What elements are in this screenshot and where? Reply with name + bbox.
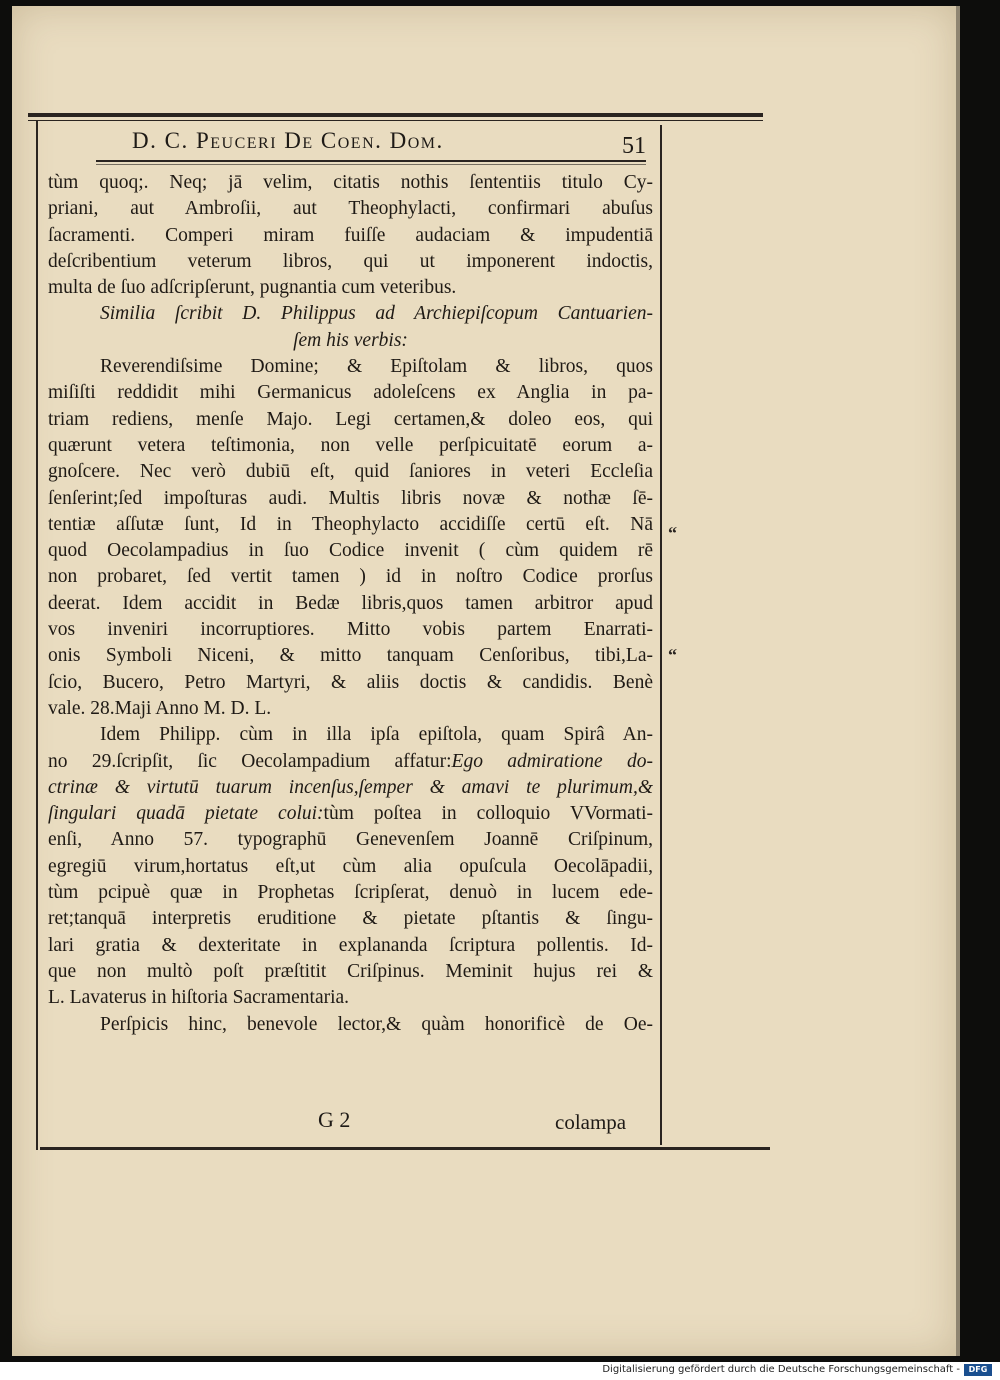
citation-intro-line: ſem his verbis:: [293, 329, 408, 351]
header-rule-secondary: [96, 164, 646, 165]
text-line: que non multò poſt præſtitit Criſpinus. Meminit hujus rei &: [48, 960, 653, 982]
body-text: [48, 170, 653, 1038]
text-line: tùm quoq;. Neq; jā velim, citatis nothis ſententiis titulo Cy-: [48, 172, 653, 193]
left-border-rule: [36, 120, 38, 1150]
top-border-rule: [28, 113, 763, 117]
text-line: ſcio, Bucero, Petro Martyri, & aliis doctis & candidis. Benè: [48, 671, 653, 693]
text-line: multa de ſuo adſcripſerunt, pugnantia cum veteribus.: [48, 277, 457, 299]
text-line: ſacramenti. Comperi miram fuiſſe audaciam & impudentiā: [48, 224, 653, 246]
top-border-rule-thin: [28, 120, 763, 121]
footer-credit: Digitalisierung gefördert durch die Deutsche Forschungsgemeinschaft -: [602, 1364, 960, 1375]
margin-quote-mark: “: [668, 645, 677, 665]
text-italic-quote: ſingulari quadā pietate colui:: [48, 803, 324, 825]
text-line: tentiæ aſſutæ ſunt, Id in Theophylacto accidiſſe certū eſt. Nā: [48, 513, 653, 535]
running-head: D. C. Peuceri De Coen. Dom.: [132, 128, 444, 153]
text-line: ret;tanquā interpretis eruditione & pietate pſtantis & ſingu-: [48, 908, 653, 930]
text-line: egregiū virum,hortatus eſt,ut cùm alia opuſcula Oecolāpadii,: [48, 855, 653, 877]
text-line: quod Oecolampadius in ſuo Codice invenit ( cùm quidem rē: [48, 540, 653, 562]
text-line: deſcribentium veterum libros, qui ut imponerent indoctis,: [48, 250, 653, 272]
text-line: deerat. Idem accidit in Bedæ libris,quos tamen arbitror apud: [48, 592, 653, 614]
text-line: Reverendiſsime Domine; & Epiſtolam & libros, quos: [100, 356, 653, 378]
text-line: L. Lavaterus in hiſtoria Sacramentaria.: [48, 987, 350, 1009]
text-line: miſiſti reddidit mihi Germanicus adoleſcens ex Anglia in pa-: [48, 382, 653, 404]
text-line: Perſpicis hinc, benevole lector,& quàm honorificè de Oe-: [100, 1013, 653, 1035]
right-border-rule: [660, 125, 662, 1145]
text-line: vos inveniri incorruptiores. Mitto vobis partem Enarrati-: [48, 619, 653, 641]
page-edge: [956, 6, 960, 1356]
text-line: quærunt vetera teſtimonia, non velle perſpicuitatē eorum a-: [48, 434, 653, 456]
page-number: 51: [622, 133, 646, 159]
signature-mark: G 2: [318, 1107, 351, 1132]
text-line: vale. 28.Maji Anno M. D. L.: [48, 697, 272, 719]
text-roman: no 29.ſcripſit, ſic Oecolampadium affatur:: [48, 750, 452, 772]
citation-intro-line: Similia ſcribit D. Philippus ad Archiepiſcopum Cantuarien-: [100, 303, 653, 325]
text-line: non probaret, ſed vertit tamen ) id in noſtro Codice prorſus: [48, 566, 653, 588]
text-line: Idem Philipp. cùm in illa ipſa epiſtola, quam Spirâ An-: [100, 724, 653, 746]
text-italic-quote: Ego admiratione do-: [451, 750, 653, 772]
text-line: enſi, Anno 57. typographū Genevenſem Joannē Criſpinum,: [48, 829, 653, 851]
text-line: onis Symboli Niceni, & mitto tanquam Cenſoribus, tibi,La-: [48, 645, 653, 667]
margin-quote-mark: “: [668, 523, 677, 543]
text-line-mixed: [48, 749, 653, 775]
dfg-logo-icon: DFG: [964, 1364, 992, 1376]
text-line: triam rediens, menſe Majo. Legi certamen,& doleo eos, qui: [48, 408, 653, 430]
text-line: ſenſerint;ſed impoſturas audi. Multis libris novæ & nothæ ſē-: [48, 487, 653, 509]
catchword: colampa: [555, 1110, 627, 1134]
text-line: priani, aut Ambroſii, aut Theophylacti, confirmari abuſus: [48, 198, 653, 220]
header-rule: [96, 160, 646, 162]
text-roman: tùm poſtea in colloquio VVormati-: [323, 803, 653, 825]
text-line: lari gratia & dexteritate in explananda ſcriptura pollentis. Id-: [48, 934, 653, 956]
text-line: gnoſcere. Nec verò dubiū eſt, quid ſaniores in veteri Eccleſia: [48, 461, 653, 483]
text-line: tùm pcipuè quæ in Prophetas ſcripſerat, denuò in lucem ede-: [48, 882, 653, 904]
text-line-mixed: [48, 801, 653, 827]
text-line-italic: ctrinæ & virtutū tuarum incenſus,ſemper & amavi te plurimum,&: [48, 776, 653, 798]
bottom-border-rule: [40, 1147, 770, 1150]
